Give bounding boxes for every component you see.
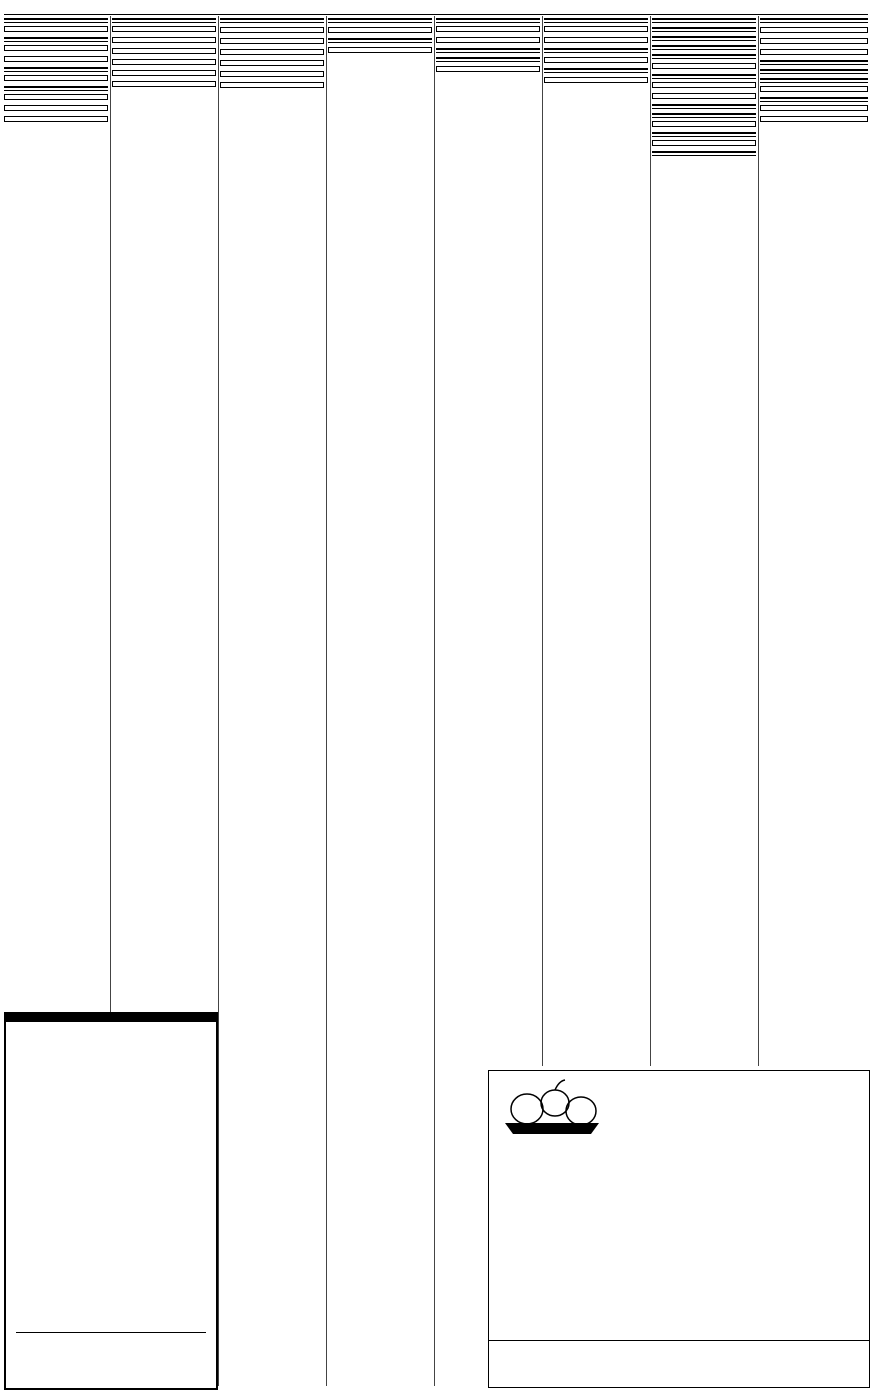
display-ad bbox=[220, 38, 324, 44]
column-rule bbox=[758, 16, 759, 1066]
category-heading bbox=[328, 38, 432, 43]
display-ad bbox=[652, 63, 756, 69]
category-heading bbox=[544, 18, 648, 23]
category-heading bbox=[4, 86, 108, 91]
state-fair-winners-box bbox=[4, 1012, 218, 1390]
category-heading bbox=[652, 104, 756, 109]
category-heading bbox=[4, 37, 108, 42]
display-ad bbox=[4, 116, 108, 122]
display-ad bbox=[436, 37, 540, 43]
category-heading bbox=[652, 151, 756, 156]
category-heading bbox=[4, 67, 108, 72]
classified-column bbox=[652, 16, 756, 1066]
category-heading bbox=[760, 78, 868, 83]
display-ad bbox=[112, 70, 216, 76]
display-ad bbox=[652, 93, 756, 99]
display-ad bbox=[112, 59, 216, 65]
category-heading bbox=[652, 113, 756, 118]
display-ad bbox=[544, 57, 648, 63]
display-ad bbox=[4, 26, 108, 32]
display-ad bbox=[112, 81, 216, 87]
display-ad bbox=[112, 37, 216, 43]
display-ad bbox=[760, 116, 868, 122]
promotion-phone bbox=[16, 1332, 206, 1333]
category-heading bbox=[436, 18, 540, 23]
classified-column bbox=[760, 16, 868, 1066]
display-ad bbox=[544, 37, 648, 43]
category-heading bbox=[760, 69, 868, 74]
category-heading bbox=[652, 18, 756, 23]
display-ad bbox=[220, 71, 324, 77]
column-rule bbox=[542, 16, 543, 1066]
display-ad bbox=[220, 82, 324, 88]
masthead bbox=[4, 2, 868, 15]
display-ad bbox=[4, 45, 108, 51]
classified-column bbox=[328, 16, 432, 1386]
display-ad bbox=[652, 121, 756, 127]
category-heading bbox=[652, 132, 756, 137]
category-heading bbox=[328, 18, 432, 23]
category-heading bbox=[652, 27, 756, 32]
fruit-basket-icon bbox=[497, 1077, 607, 1135]
category-heading bbox=[652, 45, 756, 50]
display-ad bbox=[544, 26, 648, 32]
category-heading bbox=[760, 97, 868, 102]
display-ad bbox=[4, 105, 108, 111]
category-heading bbox=[436, 48, 540, 53]
category-heading bbox=[220, 18, 324, 23]
display-ad bbox=[328, 27, 432, 33]
display-ad bbox=[760, 105, 868, 111]
classified-column bbox=[544, 16, 648, 1066]
display-ad bbox=[220, 60, 324, 66]
display-ad bbox=[220, 27, 324, 33]
category-heading bbox=[4, 18, 108, 23]
display-ad bbox=[220, 49, 324, 55]
category-heading bbox=[544, 48, 648, 53]
category-heading bbox=[760, 18, 868, 23]
column-rule bbox=[434, 16, 435, 1386]
display-ad bbox=[760, 27, 868, 33]
category-heading bbox=[544, 68, 648, 73]
display-ad bbox=[652, 82, 756, 88]
display-ad bbox=[760, 49, 868, 55]
display-ad bbox=[652, 140, 756, 146]
display-ad bbox=[760, 86, 868, 92]
category-heading bbox=[760, 60, 868, 65]
column-rule bbox=[326, 16, 327, 1386]
category-heading bbox=[436, 57, 540, 62]
column-rule bbox=[218, 16, 219, 1386]
display-ad bbox=[4, 75, 108, 81]
display-ad bbox=[328, 47, 432, 53]
classified-column bbox=[436, 16, 540, 1066]
display-ad bbox=[112, 48, 216, 54]
classified-column bbox=[4, 16, 108, 1012]
column-rule bbox=[650, 16, 651, 1066]
category-heading bbox=[112, 18, 216, 23]
display-ad bbox=[4, 56, 108, 62]
display-ad bbox=[4, 94, 108, 100]
fruit-header bbox=[489, 1071, 869, 1137]
display-ad bbox=[544, 77, 648, 83]
category-heading bbox=[652, 54, 756, 59]
state-fair-banner bbox=[6, 1014, 216, 1022]
classified-column bbox=[220, 16, 324, 1386]
display-ad bbox=[436, 66, 540, 72]
category-heading bbox=[652, 74, 756, 79]
display-ad bbox=[436, 26, 540, 32]
display-ad bbox=[760, 38, 868, 44]
category-heading bbox=[652, 36, 756, 41]
display-ad bbox=[112, 26, 216, 32]
directory-ad-box bbox=[488, 1340, 870, 1388]
